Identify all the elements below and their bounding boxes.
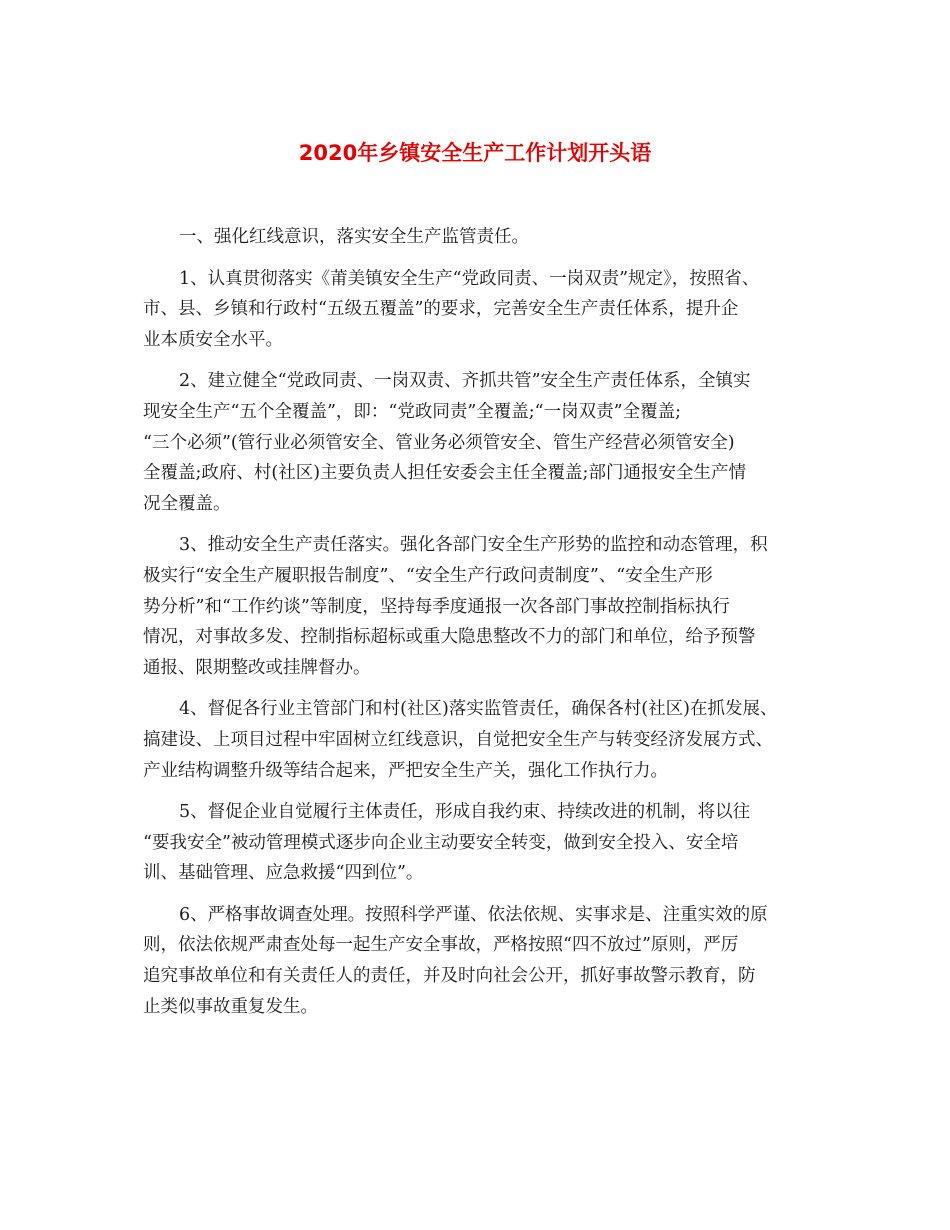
text-line: 况全覆盖。 (143, 493, 231, 514)
paragraph-heading-1 (143, 222, 808, 253)
text-line: “要我安全”被动管理模式逐步向企业主动要安全转变，做到安全投入、安全培 (143, 832, 739, 853)
paragraph-item-3 (143, 530, 808, 683)
text-line: 势分析”和“工作约谈”等制度，坚持每季度通报一次各部门事故控制指标执行 (143, 596, 730, 617)
paragraph-item-4 (143, 694, 808, 786)
text-line: 情况，对事故多发、控制指标超标或重大隐患整改不力的部门和单位，给予预警 (143, 627, 756, 648)
text-line: 训、基础管理、应急救援“四到位”。 (143, 863, 424, 884)
text-line: 1、认真贯彻落实《莆美镇安全生产“党政同责、一岗双责”规定》，按照省、 (179, 268, 760, 289)
document-body (143, 222, 808, 1033)
paragraph-item-5 (143, 797, 808, 889)
paragraph-item-2 (143, 366, 808, 519)
text-line: 2、建立健全“党政同责、一岗双责、齐抓共管”安全生产责任体系，全镇实 (179, 371, 751, 392)
text-line: 追究事故单位和有关责任人的责任，并及时向社会公开，抓好事故警示教育，防 (143, 966, 756, 987)
text-line: 5、督促企业自觉履行主体责任，形成自我约束、持续改进的机制，将以往 (179, 802, 751, 823)
text-line: 极实行“安全生产履职报告制度”、“安全生产行政问责制度”、“安全生产形 (143, 565, 713, 586)
text-line: 市、县、乡镇和行政村“五级五覆盖”的要求，完善安全生产责任体系，提升企 (143, 299, 739, 320)
text-line: 业本质安全水平。 (143, 329, 283, 350)
text-line: 3、推动安全生产责任落实。强化各部门安全生产形势的监控和动态管理，积 (179, 535, 768, 556)
text-line: “三个必须”(管行业必须管安全、管业务必须管安全、管生产经营必须管安全) (143, 432, 735, 453)
document-title: 2020年乡镇安全生产工作计划开头语 (298, 141, 652, 165)
text-line: 搞建设、上项目过程中牢固树立红线意识，自觉把安全生产与转变经济发展方式、 (143, 729, 773, 750)
text-line: 4、督促各行业主管部门和村(社区)落实监管责任，确保各村(社区)在抓发展、 (179, 699, 778, 720)
text-line: 一、强化红线意识，落实安全生产监管责任。 (179, 227, 529, 247)
text-line: 则，依法依规严肃查处每一起生产安全事故，严格按照“四不放过”原则，严厉 (143, 935, 739, 956)
text-line: 全覆盖;政府、村(社区)主要负责人担任安委会主任全覆盖;部门通报安全生产情 (143, 463, 746, 484)
paragraph-item-6 (143, 900, 808, 1022)
paragraph-item-1 (143, 264, 808, 356)
text-line: 止类似事故重复发生。 (143, 996, 318, 1017)
text-line: 产业结构调整升级等结合起来，严把安全生产关，强化工作执行力。 (143, 760, 668, 781)
text-line: 6、严格事故调查处理。按照科学严谨、依法依规、实事求是、注重实效的原 (179, 904, 768, 925)
text-line: 通报、限期整改或挂牌督办。 (143, 657, 371, 678)
text-line: 现安全生产“五个全覆盖”，即：“党政同责”全覆盖;“一岗双责”全覆盖; (143, 401, 681, 422)
